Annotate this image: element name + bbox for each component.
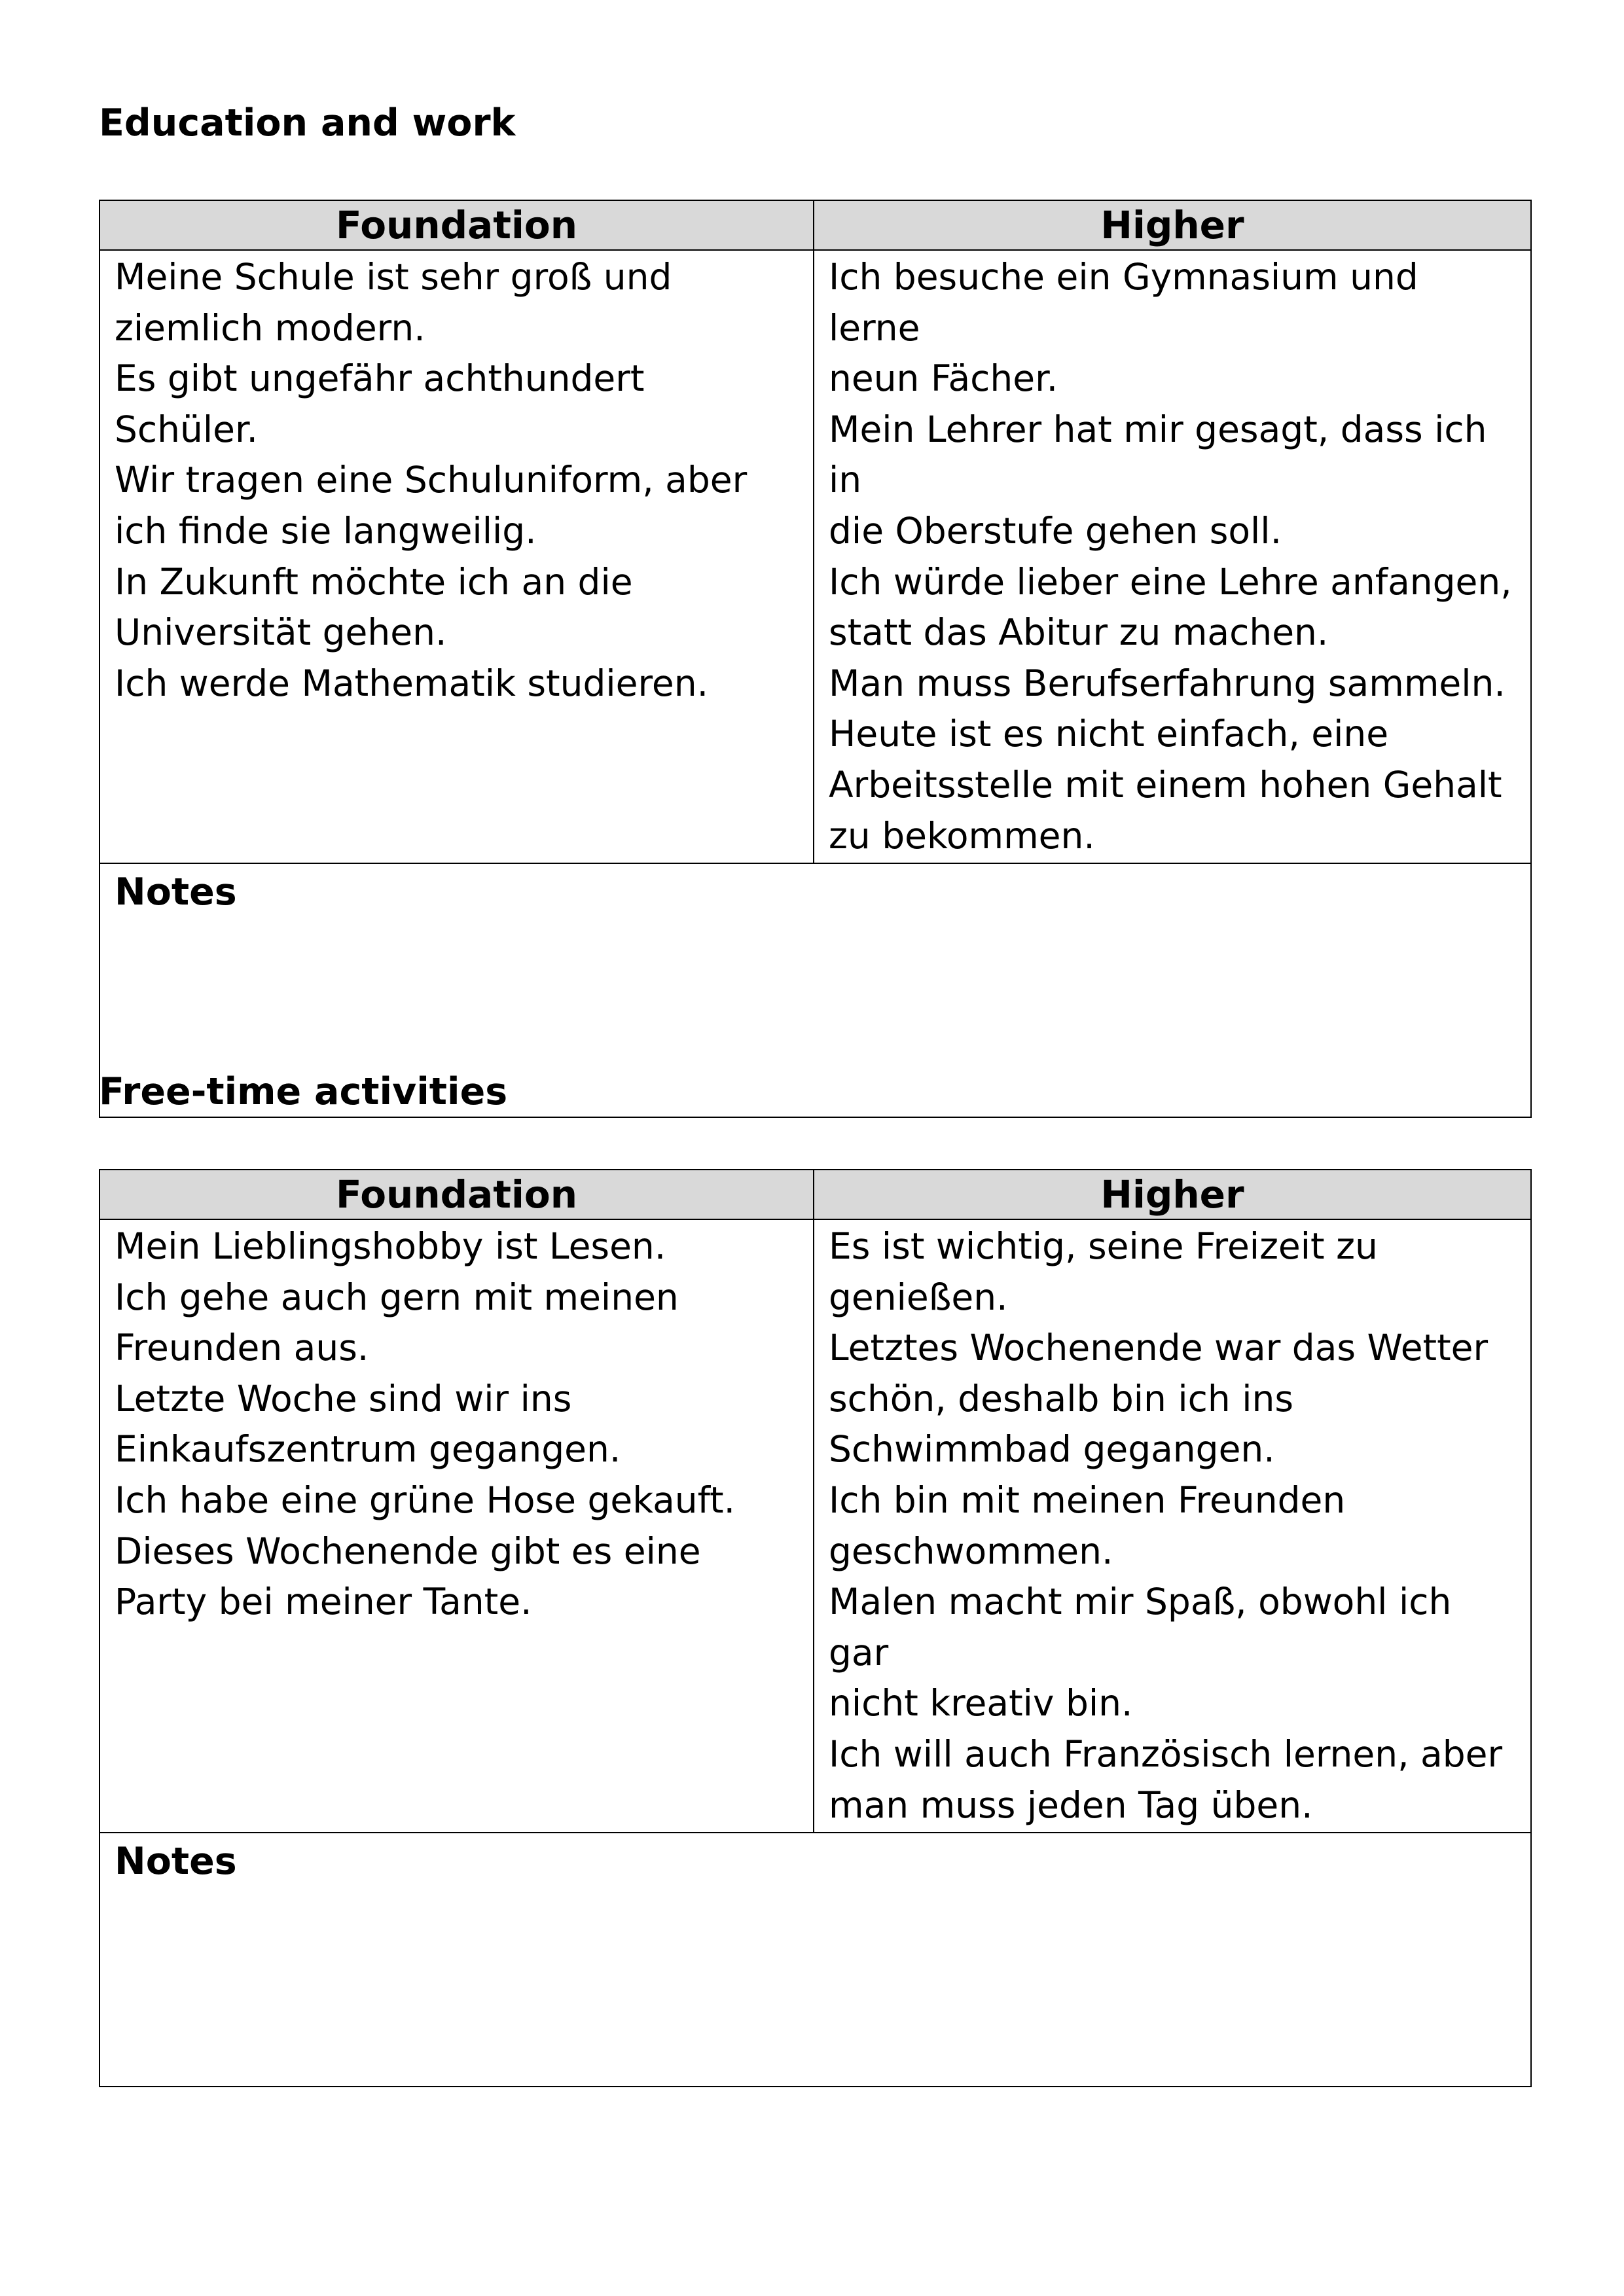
foundation-phrases-cell	[99, 1219, 814, 1833]
phrase-line: Ich werde Mathematik studieren.	[115, 662, 709, 704]
notes-label: Notes	[115, 1840, 237, 1884]
phrase-line: die Oberstufe gehen soll.	[829, 509, 1282, 552]
phrases-row	[99, 250, 1531, 863]
phrase-line: Mein Lieblingshobby ist Lesen.	[115, 1225, 666, 1267]
phrase-line: Ich bin mit meinen Freunden	[829, 1479, 1346, 1521]
phrase-line: zu bekommen.	[829, 814, 1095, 857]
phrase-line: In Zukunft möchte ich an die	[115, 560, 633, 603]
free-time-table	[99, 1169, 1532, 2087]
phrase-line: nicht kreativ bin.	[829, 1682, 1133, 1725]
table-header-row	[99, 1170, 1531, 1219]
foundation-phrases-cell	[99, 250, 814, 863]
phrase-line: Freunden aus.	[115, 1327, 369, 1369]
higher-column-header: Higher	[814, 200, 1531, 250]
foundation-column-header: Foundation	[99, 1170, 814, 1219]
phrase-line: statt das Abitur zu machen.	[829, 611, 1329, 654]
phrase-line: Mein Lehrer hat mir gesagt, dass ich in	[829, 408, 1487, 501]
education-table	[99, 200, 1532, 1118]
higher-phrases-cell	[814, 250, 1531, 863]
table-header-row	[99, 200, 1531, 250]
phrase-line: Es ist wichtig, seine Freizeit zu	[829, 1225, 1378, 1267]
phrase-line: Man muss Berufserfahrung sammeln.	[829, 662, 1506, 704]
section-heading-free-time: Free-time activities	[99, 1070, 508, 1113]
phrase-line: Es gibt ungefähr achthundert Schüler.	[115, 357, 645, 450]
phrase-line: ziemlich modern.	[115, 306, 425, 349]
notes-label: Notes	[115, 870, 237, 914]
phrase-line: genießen.	[829, 1276, 1008, 1318]
foundation-column-header: Foundation	[99, 200, 814, 250]
phrase-line: Ich würde lieber eine Lehre anfangen,	[829, 560, 1512, 603]
phrase-line: ich finde sie langweilig.	[115, 509, 537, 552]
phrase-line: Arbeitsstelle mit einem hohen Gehalt	[829, 763, 1502, 806]
phrase-line: Letztes Wochenende war das Wetter	[829, 1327, 1489, 1369]
phrase-line: schön, deshalb bin ich ins	[829, 1377, 1294, 1420]
higher-column-header: Higher	[814, 1170, 1531, 1219]
section-heading-education: Education and work	[99, 101, 516, 145]
phrase-line: man muss jeden Tag üben.	[829, 1784, 1313, 1826]
phrase-line: Schwimmbad gegangen.	[829, 1428, 1275, 1471]
phrase-line: Dieses Wochenende gibt es eine	[115, 1530, 701, 1572]
higher-phrases-cell	[814, 1219, 1531, 1833]
phrase-line: Ich will auch Französisch lernen, aber	[829, 1732, 1503, 1775]
phrase-line: Einkaufszentrum gegangen.	[115, 1428, 621, 1471]
phrases-row	[99, 1219, 1531, 1833]
notes-row	[99, 1833, 1531, 2087]
phrase-line: Meine Schule ist sehr groß und	[115, 256, 672, 298]
notes-cell[interactable]	[99, 1833, 1531, 2087]
phrase-line: Universität gehen.	[115, 611, 447, 654]
phrase-line: geschwommen.	[829, 1530, 1113, 1572]
phrase-line: Ich habe eine grüne Hose gekauft.	[115, 1479, 736, 1521]
phrase-line: Heute ist es nicht einfach, eine	[829, 713, 1389, 755]
phrase-line: Ich gehe auch gern mit meinen	[115, 1276, 679, 1318]
phrase-line: Malen macht mir Spaß, obwohl ich gar	[829, 1581, 1452, 1674]
phrase-line: Letzte Woche sind wir ins	[115, 1377, 572, 1420]
phrase-line: Party bei meiner Tante.	[115, 1581, 532, 1623]
phrase-line: Wir tragen eine Schuluniform, aber	[115, 459, 748, 501]
phrase-line: Ich besuche ein Gymnasium und lerne	[829, 256, 1418, 349]
phrase-line: neun Fächer.	[829, 357, 1058, 400]
